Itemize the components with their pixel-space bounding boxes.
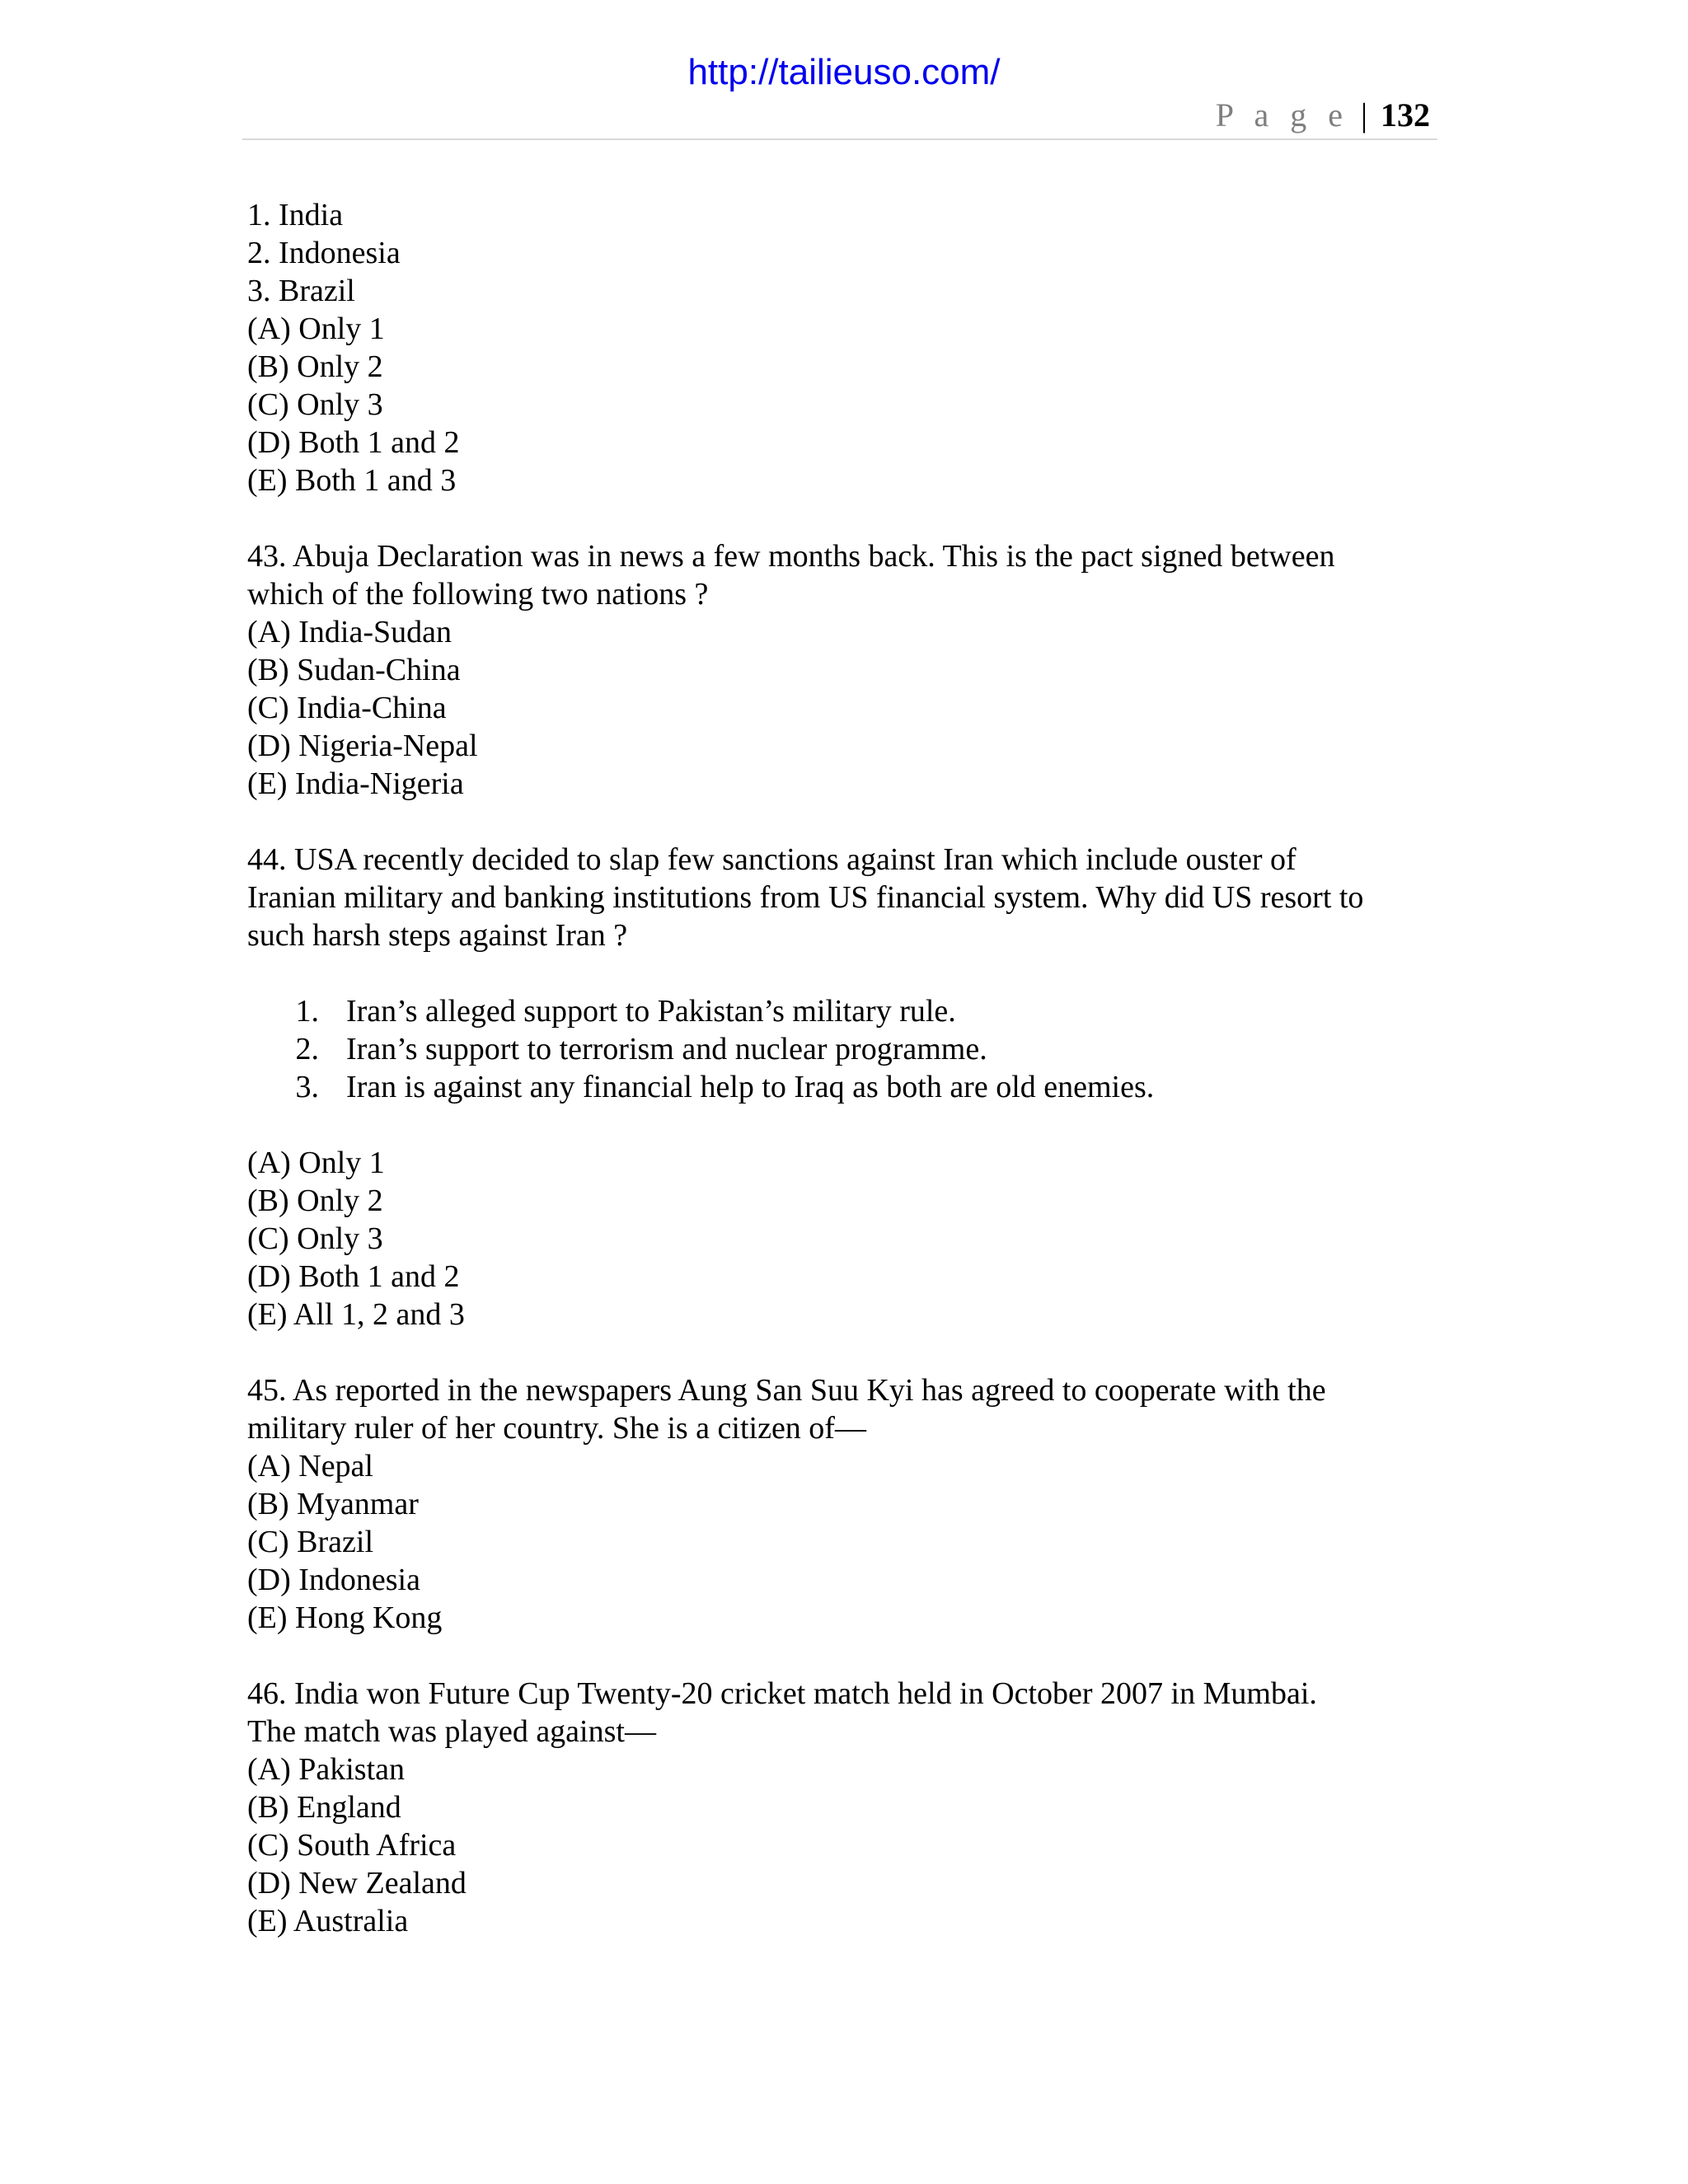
answer-option: (D) Both 1 and 2 [247, 1259, 460, 1294]
list-item: 3. Brazil [247, 274, 355, 308]
answer-option: (E) Australia [247, 1904, 409, 1938]
answer-option: (A) Pakistan [247, 1752, 406, 1787]
answer-option: (B) Sudan-China [247, 653, 461, 687]
answer-option: (D) Nigeria-Nepal [247, 729, 478, 763]
question-text: 46. India won Future Cup Twenty-20 cricket match held in October 2007 in Mumbai. [247, 1676, 1317, 1711]
answer-option: (C) India-China [247, 691, 447, 725]
answer-option: (A) India-Sudan [247, 615, 452, 649]
question-44-options [247, 1144, 1442, 1333]
list-item [247, 1068, 1442, 1106]
question-text: The match was played against— [247, 1714, 656, 1749]
answer-option: (D) Indonesia [247, 1563, 420, 1597]
answer-option: (A) Nepal [247, 1449, 373, 1483]
question-45 [247, 1371, 1442, 1637]
page-number-value: 132 [1381, 96, 1430, 134]
question-text: military ruler of her country. She is a citizen of— [247, 1411, 866, 1446]
question-text: 44. USA recently decided to slap few sanctions against Iran which include ouster of [247, 842, 1296, 877]
answer-option: (A) Only 1 [247, 1146, 385, 1180]
question-44 [247, 841, 1442, 954]
page-separator: | [1360, 96, 1367, 134]
statement-list [247, 992, 1442, 1106]
question-43 [247, 537, 1442, 803]
page-number [1216, 96, 1430, 135]
answer-option: (E) Both 1 and 3 [247, 463, 457, 498]
question-46 [247, 1675, 1442, 1940]
list-item-number: 3. [295, 1070, 319, 1104]
list-item: 2. Indonesia [247, 236, 401, 270]
list-item-text: Iran’s alleged support to Pakistan’s military rule. [346, 994, 956, 1029]
question-text: Iranian military and banking institutions from US financial system. Why did US resort to [247, 880, 1364, 915]
header-divider [242, 138, 1437, 140]
answer-option: (B) Only 2 [247, 1183, 383, 1218]
question-text: which of the following two nations ? [247, 577, 709, 612]
question-text: such harsh steps against Iran ? [247, 918, 628, 953]
question-42-continuation [247, 196, 1442, 499]
question-text: 45. As reported in the newspapers Aung San Suu Kyi has agreed to cooperate with the [247, 1373, 1326, 1408]
answer-option: (A) Only 1 [247, 312, 385, 346]
answer-option: (E) India-Nigeria [247, 766, 464, 801]
answer-option: (D) New Zealand [247, 1866, 467, 1900]
answer-option: (E) Hong Kong [247, 1601, 443, 1635]
answer-option: (C) South Africa [247, 1828, 457, 1863]
list-item-number: 1. [295, 994, 319, 1029]
list-item-text: Iran’s support to terrorism and nuclear programme. [346, 1032, 987, 1066]
page-label: P a g e [1215, 96, 1349, 134]
question-text: 43. Abuja Declaration was in news a few months back. This is the pact signed between [247, 539, 1335, 574]
list-item-number: 2. [295, 1032, 319, 1066]
answer-option: (B) England [247, 1790, 401, 1825]
answer-option: (C) Only 3 [247, 387, 383, 422]
answer-option: (D) Both 1 and 2 [247, 425, 460, 460]
answer-option: (E) All 1, 2 and 3 [247, 1297, 465, 1332]
list-item [247, 1030, 1442, 1068]
answer-option: (B) Myanmar [247, 1487, 419, 1521]
header-url-link[interactable]: http://tailieuso.com/ [687, 52, 1001, 92]
list-item: 1. India [247, 198, 344, 232]
answer-option: (C) Only 3 [247, 1221, 383, 1256]
answer-option: (C) Brazil [247, 1525, 374, 1559]
document-body [247, 196, 1442, 1978]
list-item-text: Iran is against any financial help to Iraq as both are old enemies. [346, 1070, 1155, 1104]
answer-option: (B) Only 2 [247, 349, 383, 384]
list-item [247, 992, 1442, 1030]
